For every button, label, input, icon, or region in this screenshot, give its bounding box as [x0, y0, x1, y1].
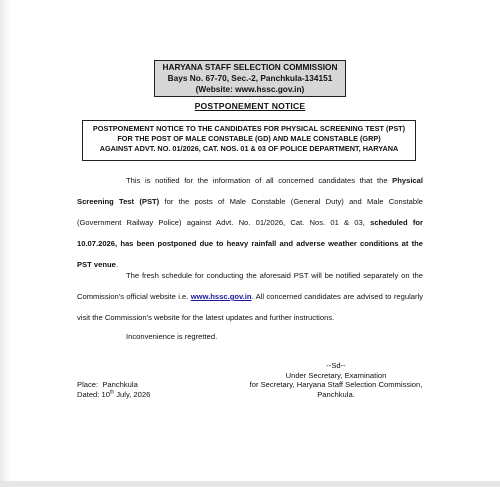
date-label: Dated: [77, 389, 100, 399]
para2-text-1: The fresh schedule for conducting the aforesaid PST will be notified separately on the Commission's official website i.e. [77, 271, 423, 301]
para2-text-2: . All concerned candidates are advised to regularly visit the Commission's website for the latest updates and further instructions. [77, 292, 423, 322]
signatory-on-behalf: for Secretary, Haryana Staff Selection Commission, [249, 380, 423, 389]
subject-line-3: AGAINST ADVT. NO. 01/2026, CAT. NOS. 01 & 03 OF POLICE DEPARTMENT, HARYANA [99, 144, 399, 153]
para1-text-3: . [115, 260, 118, 269]
date-line [77, 390, 150, 400]
signature-block [236, 361, 436, 399]
para1-text-2: for the posts of Male Constable (General Duty) and Male Constable (Government Railway Police) against Advt. No. 01/2026, Cat. Nos. 01 & 03, [77, 197, 423, 227]
subject-line-1: POSTPONEMENT NOTICE TO THE CANDIDATES FOR PHYSICAL SCREENING TEST (PST) [92, 124, 406, 133]
subject-line-2: FOR THE POST OF MALE CONSTABLE (GD) AND MALE CONSTABLE (GRP) [117, 134, 381, 143]
paragraph-fresh-schedule [77, 265, 423, 328]
place-value: Panchkula [102, 380, 138, 389]
commission-address: Bays No. 67-70, Sec.-2, Panchkula-134151 [167, 73, 333, 83]
commission-header [154, 60, 346, 97]
date-day: 10 [101, 389, 110, 399]
place-label: Place: [77, 380, 99, 389]
para1-bold-pst: Physical Screening Test (PST) [77, 176, 423, 206]
date-suffix: th [109, 388, 115, 395]
place-date-block [77, 380, 150, 399]
notice-title: POSTPONEMENT NOTICE [194, 101, 306, 111]
page-bottom-edge [0, 481, 500, 487]
subject-box [82, 120, 416, 161]
signatory-location: Panchkula. [317, 389, 355, 399]
para1-bold-schedule: scheduled for 10.07.2026, has been postponed due to heavy rainfall and adverse weather conditions at the PST venue [77, 218, 423, 269]
date-rest: July, 2026 [114, 389, 151, 399]
paragraph-postponement [77, 170, 423, 275]
website-link[interactable]: www.hssc.gov.in [190, 292, 252, 301]
commission-name: HARYANA STAFF SELECTION COMMISSION [162, 62, 338, 72]
signature-sd: --Sd-- [326, 361, 346, 370]
paragraph-regret: Inconvenience is regretted. [126, 332, 218, 341]
page-edge-shadow [0, 0, 10, 487]
signatory-designation: Under Secretary, Examination [285, 370, 387, 380]
para1-text-1: This is notified for the information of all concerned candidates that the [126, 176, 393, 185]
commission-website: (Website: www.hssc.gov.in) [195, 84, 305, 94]
